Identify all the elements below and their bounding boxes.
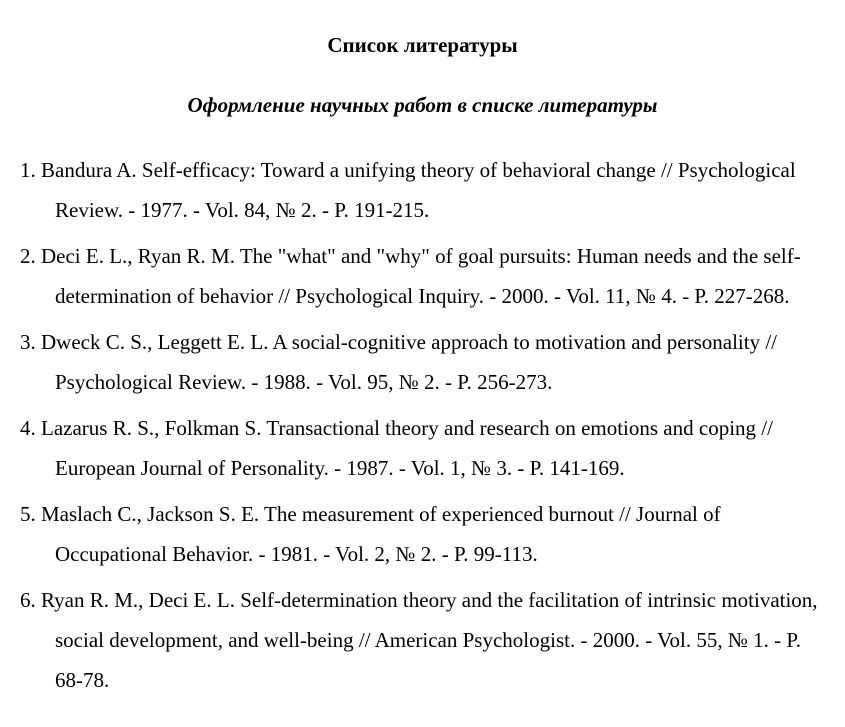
reference-item-4: 4. Lazarus R. S., Folkman S. Transactional theory and research on emotions and coping // European Journal of Personality. - 1987. - Vol. 1, № 3. - P. 141-169. bbox=[20, 416, 773, 480]
reference-item-3: 3. Dweck C. S., Leggett E. L. A social-cognitive approach to motivation and personality // Psychological Review. - 1988. - Vol. 95, № 2. - P. 256-273. bbox=[20, 330, 778, 394]
reference-item-2: 2. Deci E. L., Ryan R. M. The "what" and "why" of goal pursuits: Human needs and the self-determination of behavior // Psychological Inquiry. - 2000. - Vol. 11, № 4. - P. 227-268. bbox=[20, 244, 801, 308]
reference-item-1: 1. Bandura A. Self-efficacy: Toward a unifying theory of behavioral change // Psychological Review. - 1977. - Vol. 84, № 2. - P. 191-215. bbox=[20, 158, 796, 222]
reference-item-5: 5. Maslach C., Jackson S. E. The measurement of experienced burnout // Journal of Occupational Behavior. - 1981. - Vol. 2, № 2. - P. 99-113. bbox=[20, 502, 721, 566]
reference-item-6: 6. Ryan R. M., Deci E. L. Self-determination theory and the facilitation of intrinsic motivation, social development, and well-being // American Psychologist. - 2000. - Vol. 55, № 1. - P. 68-78. bbox=[20, 588, 818, 692]
reference-list bbox=[20, 150, 820, 706]
page-subtitle: Оформление научных работ в списке литературы bbox=[187, 93, 658, 117]
page-title: Список литературы bbox=[327, 33, 518, 57]
